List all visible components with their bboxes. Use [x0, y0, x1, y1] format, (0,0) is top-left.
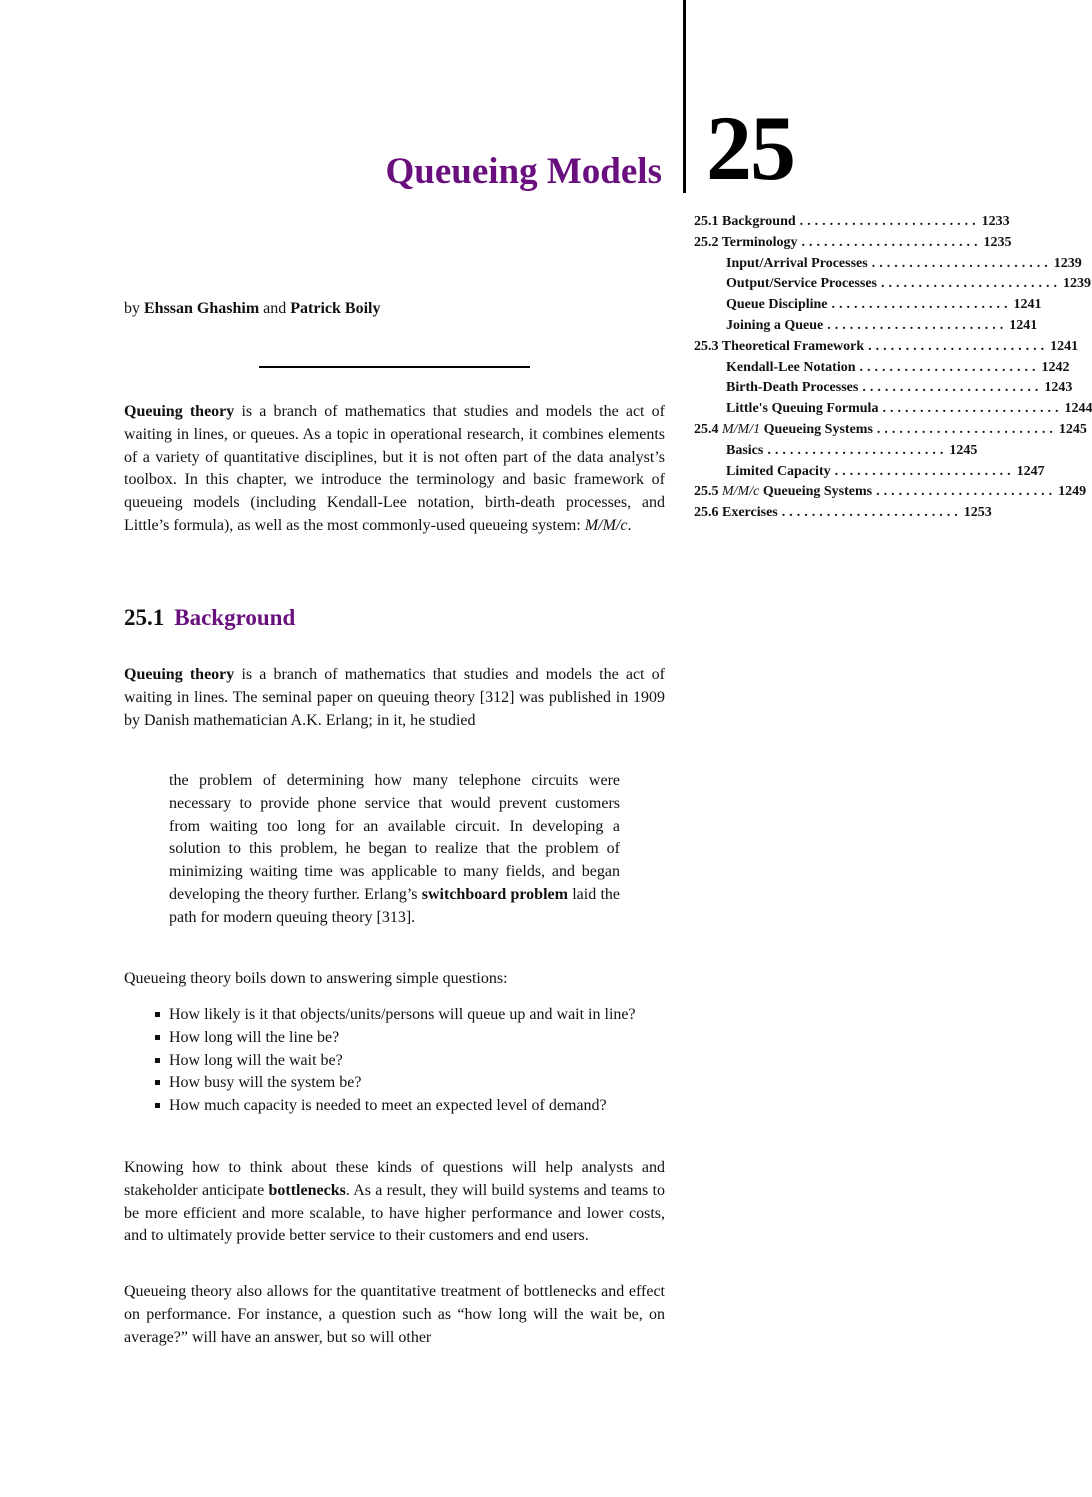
toc-entry-label: [726, 358, 856, 379]
toc-entry-label: [726, 295, 828, 316]
list-item: [155, 1095, 667, 1118]
separator-rule: [259, 366, 530, 368]
body-paragraph: Queueing theory boils down to answering simple questions:: [124, 970, 508, 987]
toc-entry[interactable]: [694, 295, 1042, 316]
paragraph-text: Knowing how to think about these kinds of questions will help analysts and stakeholder anticipate: [124, 1159, 665, 1199]
toc-entry-title: Queue Discipline: [726, 297, 828, 313]
toc-entry-page: 1241: [1009, 317, 1038, 333]
term-bold: Queuing theory: [124, 666, 235, 683]
toc-entry[interactable]: [694, 233, 1012, 254]
toc-entry[interactable]: [694, 462, 1045, 483]
toc-entry-title: Basics: [726, 442, 764, 458]
toc-entry[interactable]: [694, 254, 1082, 275]
toc-leader-dots: ........................: [767, 442, 948, 458]
toc-entry-label: [726, 254, 868, 275]
abstract-end: .: [627, 516, 632, 534]
toc-leader-dots: ........................: [882, 401, 1063, 417]
toc-entry-title: Queueing Systems: [763, 421, 873, 437]
chapter-divider-rule: [683, 0, 686, 193]
block-quote: [169, 770, 620, 930]
abstract-paragraph: [124, 401, 665, 538]
toc-entry-label: [694, 212, 796, 233]
toc-leader-dots: ........................: [881, 276, 1061, 292]
toc-leader-dots: ........................: [781, 505, 962, 521]
toc-leader-dots: ........................: [801, 234, 982, 250]
toc-entry-number: 25.5: [694, 484, 719, 500]
toc-entry-page: 1241: [1050, 338, 1079, 354]
toc-entry-label: [726, 462, 831, 483]
toc-entry-page: 1249: [1058, 484, 1087, 500]
toc-entry-title: Kendall-Lee Notation: [726, 359, 856, 375]
toc-entry-label: [694, 503, 778, 524]
toc-entry-label: [726, 378, 858, 399]
quote-text: laid the path for modern queuing theory [313].: [169, 885, 621, 926]
square-bullet-icon: [155, 1080, 160, 1085]
section-title: Background: [174, 605, 296, 630]
toc-entry-page: 1241: [1013, 297, 1042, 313]
toc-leader-dots: ........................: [859, 359, 1040, 375]
toc-entry-number: 25.2: [694, 234, 719, 250]
toc-entry-title: Input/Arrival Processes: [726, 255, 868, 271]
authors-conj: and: [263, 300, 287, 317]
toc-leader-dots: ........................: [834, 463, 1015, 479]
list-item-text: How long will the wait be?: [169, 1051, 343, 1069]
square-bullet-icon: [155, 1012, 160, 1017]
toc-entry[interactable]: [694, 378, 1073, 399]
toc-entry-number: 25.6: [694, 505, 719, 521]
chapter-title: Queueing Models: [385, 151, 662, 192]
toc-entry[interactable]: [694, 337, 1079, 358]
toc-entry-page: 1245: [1058, 421, 1087, 437]
toc-leader-dots: ........................: [868, 338, 1049, 354]
toc-entry-label: [694, 420, 873, 441]
math-notation: M/M/c: [584, 516, 628, 534]
list-item: [155, 1004, 667, 1027]
list-item: [155, 1050, 667, 1073]
author-name: Ehssan Ghashim: [144, 300, 260, 317]
toc-entry[interactable]: [694, 358, 1070, 379]
toc-leader-dots: ........................: [862, 380, 1043, 396]
body-paragraph: [124, 1157, 665, 1248]
toc-entry-label: [694, 482, 872, 503]
quote-text: the problem of determining how many telephone circuits were necessary to provide phone service that would prevent customers from waiting too long for an available circuit. In developing a solution to this problem, he began to realize that the problem of minimizing waiting time was applicable to many fields, and began developing the theory further. Erlang’s: [169, 772, 620, 903]
term-bold: bottlenecks: [268, 1181, 346, 1199]
toc-entry[interactable]: [694, 482, 1087, 503]
square-bullet-icon: [155, 1035, 160, 1040]
list-item: [155, 1072, 667, 1095]
toc-entry[interactable]: [694, 212, 1010, 233]
toc-leader-dots: ........................: [871, 255, 1052, 271]
toc-entry-number: 25.4: [694, 421, 719, 437]
toc-entry-page: 1239: [1063, 276, 1091, 292]
toc-leader-dots: ........................: [827, 317, 1008, 333]
toc-entry-number: 25.1: [694, 214, 719, 229]
math-notation: M/M/1: [722, 421, 761, 437]
list-item-text: How busy will the system be?: [169, 1074, 362, 1092]
authors-prefix: by: [124, 300, 140, 317]
chapter-number: 25: [706, 97, 794, 199]
toc-leader-dots: ........................: [831, 297, 1012, 313]
toc-entry[interactable]: [694, 316, 1038, 337]
toc-entry-title: Joining a Queue: [726, 317, 824, 333]
section-number: 25.1: [124, 605, 165, 630]
toc-entry-page: 1247: [1016, 463, 1045, 479]
toc-leader-dots: ........................: [876, 484, 1057, 500]
list-item: [155, 1027, 667, 1050]
toc-entry-title: Terminology: [721, 234, 798, 250]
toc-entry-label: [694, 337, 864, 358]
term-bold: switchboard problem: [421, 885, 568, 903]
toc-entry-title: Limited Capacity: [726, 463, 831, 479]
toc-entry[interactable]: [694, 274, 1091, 295]
toc-leader-dots: ........................: [876, 421, 1057, 437]
toc-entry[interactable]: [694, 399, 1092, 420]
toc-entry[interactable]: [694, 503, 992, 524]
toc-entry-page: 1243: [1044, 380, 1073, 396]
toc-entry-title: Background: [722, 214, 796, 229]
toc-entry-title: Little's Queuing Formula: [726, 401, 879, 417]
toc-entry-page: 1233: [981, 214, 1010, 229]
toc-entry-page: 1245: [949, 442, 978, 458]
toc-entry-title: Queueing Systems: [762, 484, 873, 500]
square-bullet-icon: [155, 1058, 160, 1063]
toc-entry-title: Theoretical Framework: [721, 338, 865, 354]
toc-entry-label: [726, 274, 877, 295]
chapter-toc: [694, 212, 1092, 524]
toc-entry-label: [694, 233, 797, 254]
toc-entry-page: 1235: [983, 234, 1012, 250]
section-heading: [124, 605, 295, 631]
authors-line: [124, 300, 381, 318]
toc-entry-label: [726, 316, 823, 337]
toc-entry-page: 1239: [1053, 255, 1082, 271]
toc-entry-number: 25.3: [694, 338, 719, 354]
author-name: Patrick Boily: [290, 300, 381, 317]
toc-entry-page: 1242: [1041, 359, 1070, 375]
body-paragraph: Queueing theory also allows for the quantitative treatment of bottlenecks and effect on performance. For instance, a question such as “how long will the wait be, on average?” will have an answer, but so will other: [124, 1283, 665, 1346]
math-notation: M/M/c: [722, 484, 760, 500]
toc-entry-page: 1244: [1064, 401, 1092, 417]
toc-entry-title: Exercises: [722, 505, 778, 521]
toc-leader-dots: ........................: [799, 214, 980, 229]
toc-entry-label: [726, 399, 878, 420]
toc-entry-page: 1253: [963, 505, 992, 521]
toc-entry-title: Birth-Death Processes: [726, 380, 859, 396]
toc-entry[interactable]: [694, 420, 1087, 441]
toc-entry-label: [726, 441, 763, 462]
list-item-text: How long will the line be?: [169, 1028, 340, 1046]
abstract-text: is a branch of mathematics that studies and models the act of waiting in lines, or queues. As a topic in operational research, it combines elements of a variety of quantitative disciplines, but it is not often part of the data analyst’s toolbox. In this chapter, we introduce the terminology and basic framework of queueing models (including Kendall-Lee notation, birth-death processes, and Little’s formula), as well as the most commonly-used queueing system:: [124, 403, 665, 534]
paragraph-text: . As a result, they will build systems and teams to be more efficient and more scalable, to have higher performance and lower costs, and to ultimately provide better service to their customers and end users.: [124, 1181, 666, 1245]
paragraph-text: is a branch of mathematics that studies and models the act of waiting in lines. The seminal paper on queuing theory [312] was published in 1909 by Danish mathematician A.K. Erlang; in it, he studied: [124, 666, 665, 729]
toc-entry-title: Output/Service Processes: [726, 276, 877, 292]
list-item-text: How much capacity is needed to meet an expected level of demand?: [169, 1097, 607, 1115]
body-paragraph: [124, 664, 665, 732]
term-bold: Queuing theory: [124, 403, 235, 420]
toc-entry[interactable]: [694, 441, 978, 462]
list-item-text: How likely is it that objects/units/persons will queue up and wait in line?: [169, 1006, 636, 1023]
square-bullet-icon: [155, 1103, 160, 1108]
question-list: [155, 1004, 667, 1118]
